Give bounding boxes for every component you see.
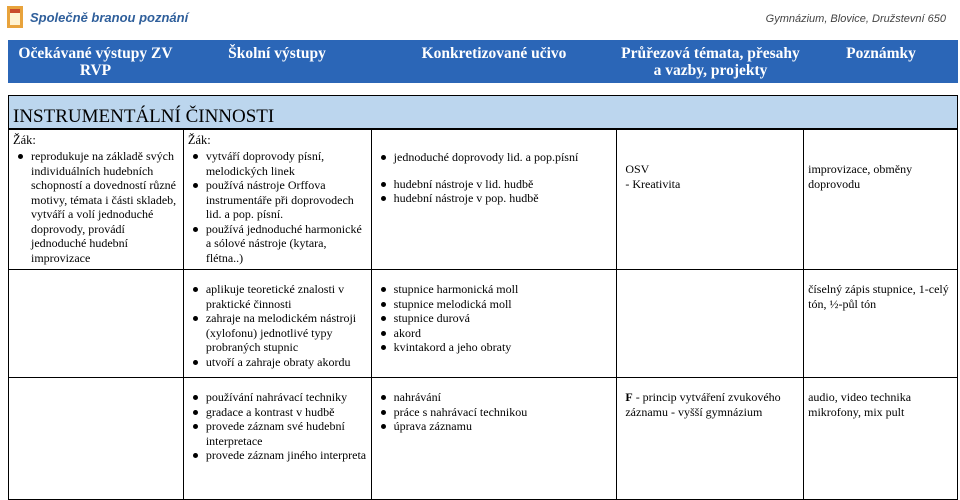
cross-topic-code: OSV xyxy=(625,162,650,176)
list-item: zahraje na melodickém nástroji (xylofonu) jednotlivé typy probraných stupnic xyxy=(188,311,367,355)
cell-cross-topics xyxy=(617,378,804,500)
list-item: používá nástroje Orffova instrumentáře při doprovodech lid. a pop. písní. xyxy=(188,178,367,222)
list-item: provede záznam jiného interpreta xyxy=(188,448,367,463)
list-item: utvoří a zahraje obraty akordu xyxy=(188,355,367,370)
pupil-label: Žák: xyxy=(187,133,211,147)
school-name: Gymnázium, Blovice, Družstevní 650 xyxy=(765,13,946,25)
cross-topic-code: F xyxy=(625,390,633,404)
cell-rvp xyxy=(9,130,184,270)
cell-rvp xyxy=(9,270,184,378)
table-header xyxy=(8,40,958,83)
cell-content xyxy=(371,270,617,378)
list-item: jednoduché doprovody lid. a pop.písní xyxy=(376,150,613,165)
list-item: vytváří doprovody písní, melodických linek xyxy=(188,149,367,178)
notes-text: číselný zápis stupnice, 1-celý tón, ½-půl tón xyxy=(808,282,949,311)
cross-topic-text: - Kreativita xyxy=(625,176,681,191)
list-item: stupnice durová xyxy=(376,311,613,326)
cell-notes xyxy=(804,130,958,270)
section-title: INSTRUMENTÁLNÍ ČINNOSTI xyxy=(8,95,958,129)
list-item: gradace a kontrast v hudbě xyxy=(188,405,367,420)
list-item: akord xyxy=(376,326,613,341)
table-row xyxy=(9,270,958,378)
list-item: používá jednoduché harmonické a sólové nástroje (kytara, flétna..) xyxy=(188,222,367,266)
list-item: práce s nahrávací technikou xyxy=(376,405,613,420)
list-item: stupnice harmonická moll xyxy=(376,282,613,297)
cell-rvp xyxy=(9,378,184,500)
list-item: kvintakord a jeho obraty xyxy=(376,340,613,355)
header-school-outputs: Školní výstupy xyxy=(228,45,326,62)
cross-topic-text: - princip vytváření zvukového záznamu - vyšší gymnázium xyxy=(625,390,781,419)
list-item: stupnice melodická moll xyxy=(376,297,613,312)
cell-cross-topics xyxy=(617,270,804,378)
list-item: úprava záznamu xyxy=(376,419,613,434)
cell-school-outputs xyxy=(183,130,371,270)
cell-notes xyxy=(804,270,958,378)
table-row xyxy=(9,378,958,500)
cell-school-outputs xyxy=(183,270,371,378)
header-content: Konkretizované učivo xyxy=(421,45,567,62)
list-item: aplikuje teoretické znalosti v praktické činnosti xyxy=(188,282,367,311)
curriculum-table xyxy=(8,129,958,500)
page-header xyxy=(0,0,960,40)
header-notes: Poznámky xyxy=(846,45,916,62)
list-item: provede záznam své hudební interpretace xyxy=(188,419,367,448)
list-item: hudební nástroje v lid. hudbě xyxy=(376,177,613,192)
cell-school-outputs xyxy=(183,378,371,500)
cell-cross-topics xyxy=(617,130,804,270)
cell-notes xyxy=(804,378,958,500)
cell-content xyxy=(371,130,617,270)
header-rvp: Očekávané výstupy ZV RVP xyxy=(18,45,173,79)
cell-content xyxy=(371,378,617,500)
notes-text: improvizace, obměny doprovodu xyxy=(808,162,913,191)
pupil-label: Žák: xyxy=(13,133,36,147)
list-item: používání nahrávací techniky xyxy=(188,390,367,405)
list-item: hudební nástroje v pop. hudbě xyxy=(376,191,613,206)
notes-text: audio, video technika mikrofony, mix pult xyxy=(808,390,912,419)
brand-title: Společně branou poznání xyxy=(30,10,189,25)
list-item: nahrávání xyxy=(376,390,613,405)
header-cross-topics: Průřezová témata, přesahy a vazby, projekty xyxy=(621,45,800,79)
table-row xyxy=(9,130,958,270)
list-item: reprodukuje na základě svých individuálních hudebních schopností a dovedností různé motivy, témata i části skladeb, vytváří a volí jednoduché doprovody, provádí jednoduché hudební improvizace xyxy=(13,149,179,265)
logo-icon xyxy=(6,4,24,30)
